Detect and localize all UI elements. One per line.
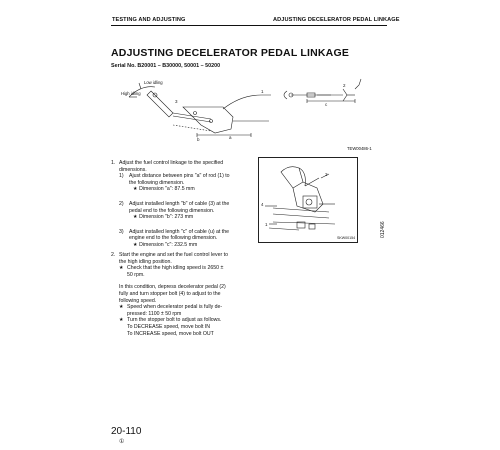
svg-text:c: c (325, 102, 328, 107)
step-2-para-line-2: fully and turn stopper bolt (4) to adjust to the (119, 290, 221, 297)
header-right: ADJUSTING DECELERATOR PEDAL LINKAGE (273, 17, 400, 23)
sub-1-number: 1) (119, 173, 124, 180)
label-high-idling: High idling (121, 91, 141, 96)
sub-2-line-1: Adjust installed length "b" of cable (3) at the (129, 200, 230, 207)
label-low-idling: Low idling (144, 80, 163, 85)
sub-1-line-2: the following dimension. (129, 179, 185, 186)
star-icon: ★ (133, 186, 140, 193)
linkage-figure (111, 75, 386, 155)
svg-text:3: 3 (175, 99, 178, 104)
step-2-star2-line-1: Speed when decelerator pedal is fully de- (127, 304, 223, 311)
star-icon: ★ (119, 265, 124, 272)
svg-text:2: 2 (325, 172, 328, 177)
pedal-diagram (259, 158, 359, 244)
svg-text:4: 4 (261, 202, 264, 207)
step-2-para-line-1: In this condition, depress decelerator pedal (2) (119, 284, 226, 291)
step-2-star-line-2: 50 rpm. (127, 271, 145, 278)
sub-2-star: Dimension "b": 273 mm (139, 214, 194, 221)
page-title: ADJUSTING DECELERATOR PEDAL LINKAGE (111, 47, 350, 59)
serial-number: Serial No. B20001 – B30000, 50001 – 50200 (111, 63, 221, 69)
star-icon: ★ (119, 304, 124, 311)
svg-text:1: 1 (261, 89, 264, 94)
sub-3-line-1: Adjust installed length "c" of cable (u) at the (129, 228, 229, 235)
step-1-number: 1. (111, 160, 116, 166)
sub-3-number: 3) (119, 228, 124, 235)
header-left: TESTING AND ADJUSTING (112, 17, 186, 23)
svg-text:a: a (229, 135, 232, 140)
sub-2-line-2: pedal end to the following dimension. (129, 207, 215, 214)
figure1-code: TEW00486-1 (347, 146, 372, 151)
star-icon: ★ (119, 317, 124, 324)
step-2-star3-line-3: To INCREASE speed, move bolt OUT (127, 330, 214, 337)
svg-text:1: 1 (265, 222, 268, 227)
step-1-line-2: dimensions. (119, 166, 147, 173)
svg-text:b: b (197, 137, 200, 142)
sub-3-line-2: engine end to the following dimension. (129, 235, 218, 242)
side-code: 012466 (380, 221, 386, 238)
star-icon: ★ (133, 241, 140, 248)
step-2-star-line-1: Check that the high idling speed is 2650 ± (127, 265, 224, 272)
pedal-figure (258, 157, 358, 243)
svg-text:2: 2 (343, 83, 346, 88)
revision-mark: ① (119, 439, 125, 445)
page-number: 20-110 (111, 426, 142, 437)
step-2-para-line-3: following speed. (119, 297, 157, 304)
step-1 (111, 160, 230, 249)
step-2 (111, 252, 228, 337)
header-rule (111, 25, 387, 26)
figure2-code: SKW00154 (337, 236, 356, 240)
step-2-star2-line-2: pressed: 1100 ± 50 rpm (127, 310, 182, 317)
step-2-number: 2. (111, 252, 116, 258)
step-2-line-2: the high idling position. (119, 258, 172, 265)
step-1-line-1: Adjust the fuel control linkage to the specified (119, 160, 224, 166)
star-icon: ★ (133, 214, 140, 221)
sub-2-number: 2) (119, 200, 124, 207)
step-2-line-1: Start the engine and set the fuel control lever to (119, 252, 229, 258)
sub-1-line-1: Ajust distance between pins "a" of rod (1) to (129, 173, 230, 180)
sub-3-star: Dimension "c": 232.5 mm (139, 241, 198, 248)
linkage-diagram (111, 75, 386, 155)
step-2-star3-line-1: Turn the stopper bolt to adjust as follows. (127, 317, 222, 324)
sub-1-star: Dimension "a": 87.5 mm (139, 186, 195, 193)
step-2-star3-line-2: To DECREASE speed, move bolt IN (127, 323, 211, 330)
